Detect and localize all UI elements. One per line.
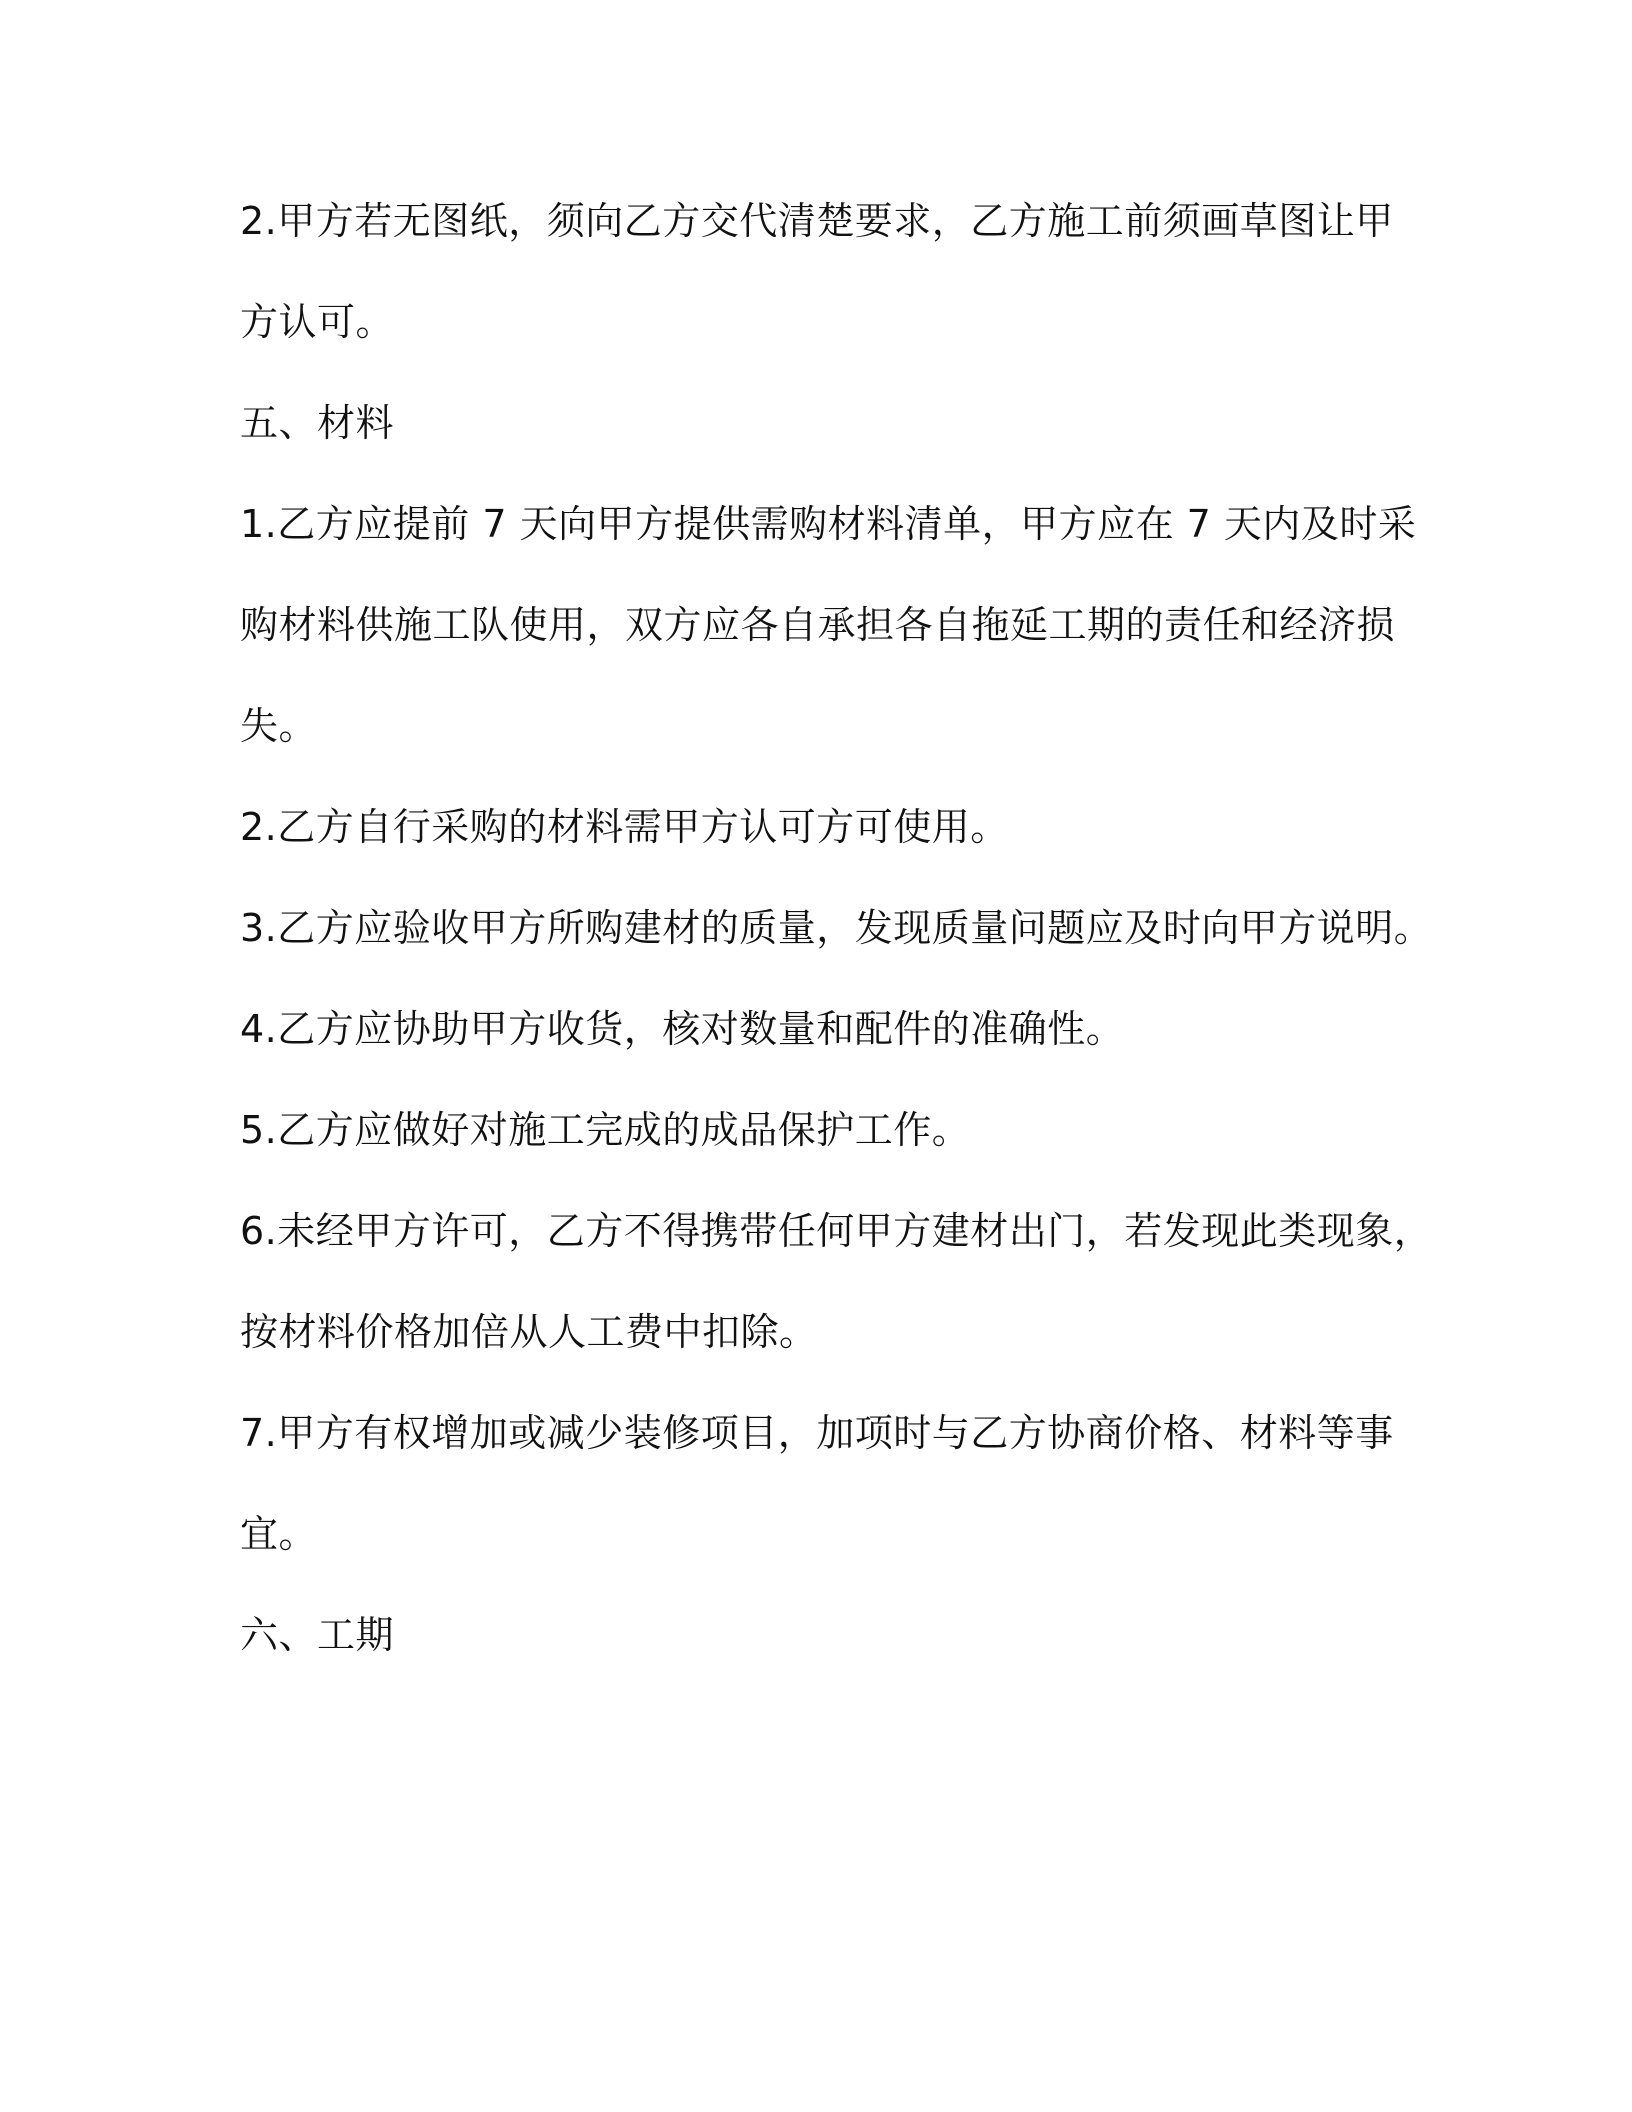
- paragraph-line: 1.乙方应提前 7 天向甲方提供需购材料清单，甲方应在 7 天内及时采: [240, 502, 1417, 546]
- paragraph-line: 3.乙方应验收甲方所购建材的质量，发现质量问题应及时向甲方说明。: [240, 906, 1433, 950]
- paragraph-line: 4.乙方应协助甲方收货，核对数量和配件的准确性。: [240, 1007, 1125, 1051]
- paragraph-line: 方认可。: [240, 300, 395, 344]
- section-heading: 五、材料: [240, 401, 395, 445]
- paragraph-line: 7.甲方有权增加或减少装修项目，加项时与乙方协商价格、材料等事: [240, 1411, 1394, 1455]
- paragraph-line: 购材料供施工队使用，双方应各自承担各自拖延工期的责任和经济损: [240, 603, 1396, 647]
- paragraph-line: 6.未经甲方许可，乙方不得携带任何甲方建材出门，若发现此类现象，: [240, 1209, 1433, 1253]
- paragraph-line: 5.乙方应做好对施工完成的成品保护工作。: [240, 1108, 971, 1152]
- paragraph-line: 2.甲方若无图纸，须向乙方交代清楚要求，乙方施工前须画草图让甲: [240, 199, 1394, 243]
- document-body: [240, 186, 1433, 1701]
- paragraph-line: 按材料价格加倍从人工费中扣除。: [240, 1310, 818, 1354]
- paragraph-line: 失。: [240, 704, 318, 748]
- section-heading: 六、工期: [240, 1613, 395, 1657]
- paragraph-line: 宜。: [240, 1512, 318, 1556]
- paragraph-line: 2.乙方自行采购的材料需甲方认可方可使用。: [240, 805, 1009, 849]
